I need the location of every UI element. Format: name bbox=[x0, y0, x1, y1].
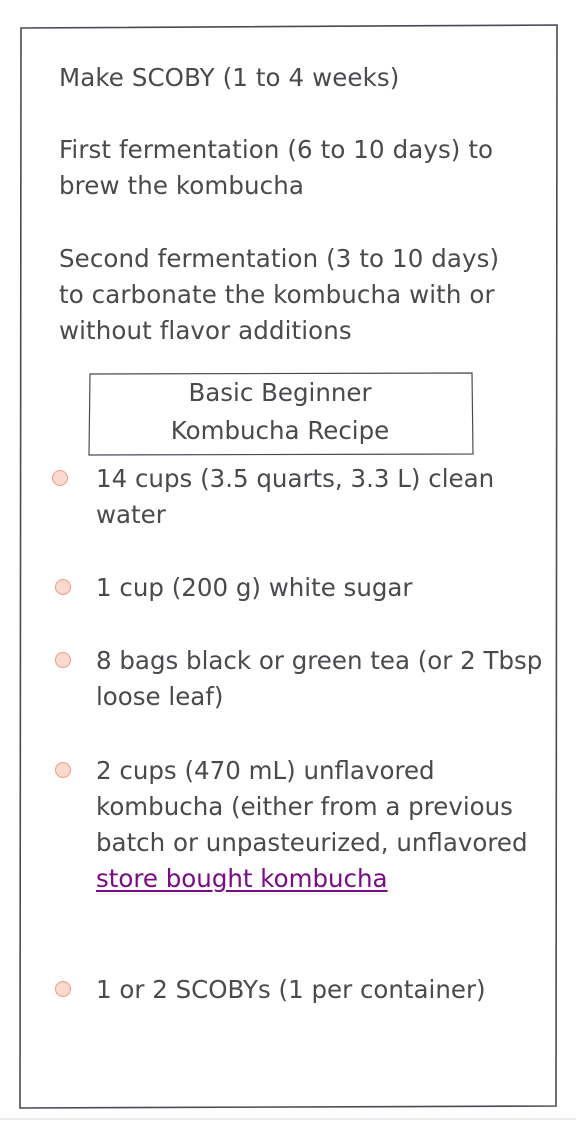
ingredient-text: 1 or 2 SCOBYs (1 per container) bbox=[96, 975, 486, 1004]
step-scoby: Make SCOBY (1 to 4 weeks) bbox=[59, 63, 400, 92]
store-bought-kombucha-link[interactable]: store bought kombucha bbox=[96, 864, 388, 893]
recipe-title-line2: Kombucha Recipe bbox=[170, 416, 390, 445]
ingredient-text: 8 bags black or green tea (or 2 Tbsp loose leaf) bbox=[96, 646, 543, 711]
step-first-fermentation: First fermentation (6 to 10 days) to brew the kombucha bbox=[59, 135, 494, 200]
ingredient-text-prefix: 2 cups (470 mL) unflavored kombucha (either from a previous batch or unpasteurized, unflavored bbox=[96, 756, 528, 857]
circle-bullet-icon bbox=[55, 762, 71, 778]
step-second-fermentation: Second fermentation (3 to 10 days) to carbonate the kombucha with or without flavor additions bbox=[59, 244, 500, 345]
recipe-card bbox=[20, 26, 557, 1108]
ingredient-text: 14 cups (3.5 quarts, 3.3 L) clean water bbox=[96, 464, 495, 529]
circle-bullet-icon bbox=[52, 470, 68, 486]
ingredient-text: 1 cup (200 g) white sugar bbox=[96, 573, 413, 602]
ingredient-text bbox=[96, 753, 546, 897]
recipe-title bbox=[88, 374, 472, 450]
recipe-title-line1: Basic Beginner bbox=[188, 378, 372, 407]
page-bottom-divider bbox=[0, 1118, 576, 1120]
recipe-title-box bbox=[88, 372, 472, 454]
circle-bullet-icon bbox=[55, 579, 71, 595]
circle-bullet-icon bbox=[55, 652, 71, 668]
circle-bullet-icon bbox=[55, 981, 71, 997]
